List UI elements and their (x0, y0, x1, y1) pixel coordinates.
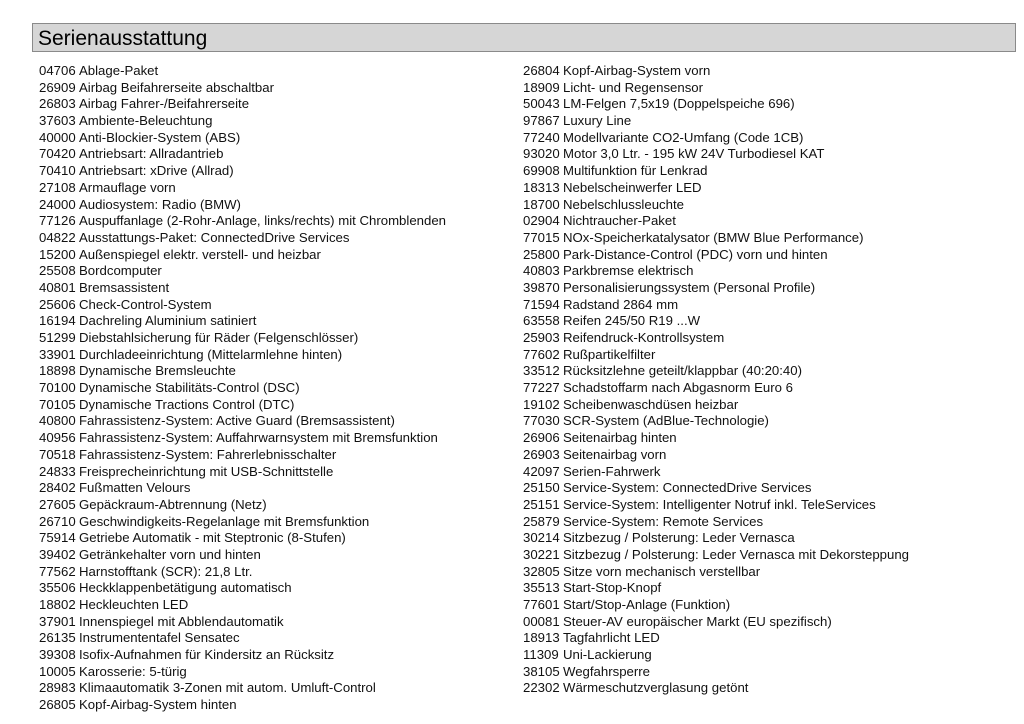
equipment-item (523, 597, 1018, 614)
equipment-item (523, 614, 1018, 631)
equipment-code: 32805 (523, 563, 560, 579)
equipment-code: 26804 (523, 63, 560, 78)
equipment-code: 18313 (523, 179, 560, 195)
equipment-code: 40000 (39, 129, 76, 145)
equipment-code: 69908 (523, 163, 560, 179)
equipment-item (39, 230, 509, 247)
equipment-label: Sitzbezug / Polsterung: Leder Vernasca mit Dekorsteppung (563, 546, 910, 562)
equipment-item (523, 447, 1018, 464)
equipment-code: 40801 (39, 279, 76, 295)
equipment-item (523, 464, 1018, 481)
equipment-label: Wegfahrsperre (563, 663, 650, 679)
equipment-code: 26903 (523, 446, 560, 462)
equipment-code: 26906 (523, 430, 560, 446)
equipment-code: 02904 (523, 213, 560, 229)
equipment-item (523, 63, 1018, 80)
equipment-label: Nebelscheinwerfer LED (563, 179, 702, 195)
equipment-label: Modellvariante CO2-Umfang (Code 1CB) (563, 129, 804, 145)
equipment-item (523, 363, 1018, 380)
equipment-label: Wärmeschutzverglasung getönt (563, 680, 749, 696)
equipment-item (39, 664, 509, 681)
equipment-item (39, 447, 509, 464)
equipment-code: 26710 (39, 513, 76, 529)
equipment-item (39, 597, 509, 614)
equipment-code: 24833 (39, 463, 76, 479)
equipment-item (39, 697, 509, 714)
equipment-code: 19102 (523, 396, 560, 412)
equipment-item (39, 347, 509, 364)
equipment-item (39, 63, 509, 80)
equipment-item (523, 297, 1018, 314)
equipment-code: 70420 (39, 146, 76, 162)
equipment-label: Sitzbezug / Polsterung: Leder Vernasca (563, 530, 795, 546)
equipment-item (39, 413, 509, 430)
equipment-code: 24000 (39, 196, 76, 212)
equipment-item (523, 547, 1018, 564)
equipment-code: 18909 (523, 79, 560, 95)
equipment-label: Innenspiegel mit Abblendautomatik (79, 613, 284, 629)
equipment-code: 30221 (523, 546, 560, 562)
equipment-code: 40803 (523, 263, 560, 279)
equipment-label: Kopf-Airbag-System hinten (79, 697, 237, 713)
equipment-item (39, 547, 509, 564)
equipment-label: Licht- und Regensensor (563, 79, 704, 95)
equipment-label: Radstand 2864 mm (563, 296, 679, 312)
equipment-code: 00081 (523, 613, 560, 629)
equipment-code: 25508 (39, 263, 76, 279)
equipment-code: 25800 (523, 246, 560, 262)
equipment-code: 18913 (523, 630, 560, 646)
equipment-code: 26909 (39, 79, 76, 95)
equipment-item (39, 564, 509, 581)
equipment-label: Motor 3,0 Ltr. - 195 kW 24V Turbodiesel KAT (563, 146, 825, 162)
equipment-label: Dynamische Bremsleuchte (79, 363, 236, 379)
equipment-label: Scheibenwaschdüsen heizbar (563, 396, 739, 412)
equipment-label: Luxury Line (563, 113, 632, 129)
equipment-label: Dynamische Tractions Control (DTC) (79, 396, 295, 412)
equipment-item (523, 197, 1018, 214)
equipment-label: Reifendruck-Kontrollsystem (563, 330, 725, 345)
equipment-code: 77015 (523, 229, 560, 245)
equipment-label: Ambiente-Beleuchtung (79, 113, 213, 129)
equipment-label: Service-System: ConnectedDrive Services (563, 480, 812, 496)
equipment-item (523, 497, 1018, 514)
equipment-item (523, 163, 1018, 180)
equipment-item (523, 113, 1018, 130)
equipment-code: 70100 (39, 380, 76, 396)
equipment-label: Anti-Blockier-System (ABS) (79, 129, 241, 145)
equipment-label: Geschwindigkeits-Regelanlage mit Bremsfunktion (79, 513, 370, 529)
equipment-item (523, 130, 1018, 147)
equipment-label: Gepäckraum-Abtrennung (Netz) (79, 496, 267, 512)
equipment-item (523, 230, 1018, 247)
equipment-label: Bordcomputer (79, 263, 162, 279)
equipment-item (39, 580, 509, 597)
equipment-code: 63558 (523, 313, 560, 329)
equipment-label: Check-Control-System (79, 296, 212, 312)
equipment-label: Rußpartikelfilter (563, 346, 656, 362)
equipment-code: 39308 (39, 647, 76, 663)
equipment-item (523, 514, 1018, 531)
equipment-item (39, 297, 509, 314)
equipment-code: 35506 (39, 580, 76, 596)
equipment-label: Dachreling Aluminium satiniert (79, 313, 257, 329)
equipment-code: 77240 (523, 129, 560, 145)
equipment-label: Fußmatten Velours (79, 480, 191, 496)
equipment-item (523, 380, 1018, 397)
equipment-code: 26805 (39, 697, 76, 713)
equipment-item (523, 263, 1018, 280)
equipment-code: 28983 (39, 680, 76, 696)
equipment-label: Fahrassistenz-System: Fahrerlebnisschalter (79, 446, 337, 462)
equipment-item (523, 480, 1018, 497)
equipment-item (523, 630, 1018, 647)
equipment-code: 16194 (39, 313, 76, 329)
equipment-item (523, 80, 1018, 97)
equipment-item (39, 514, 509, 531)
equipment-item (523, 397, 1018, 414)
equipment-item (39, 464, 509, 481)
equipment-item (523, 313, 1018, 330)
equipment-label: Multifunktion für Lenkrad (563, 163, 708, 179)
equipment-label: Airbag Beifahrerseite abschaltbar (79, 79, 274, 95)
equipment-label: Antriebsart: xDrive (Allrad) (79, 163, 234, 179)
equipment-item (39, 247, 509, 264)
equipment-code: 25879 (523, 513, 560, 529)
equipment-item (523, 530, 1018, 547)
equipment-item (39, 130, 509, 147)
equipment-label: Parkbremse elektrisch (563, 263, 694, 279)
equipment-label: LM-Felgen 7,5x19 (Doppelspeiche 696) (563, 96, 795, 112)
equipment-code: 75914 (39, 530, 76, 546)
equipment-label: Nebelschlussleuchte (563, 196, 684, 212)
equipment-code: 40800 (39, 413, 76, 429)
equipment-item (39, 680, 509, 697)
equipment-label: Rücksitzlehne geteilt/klappbar (40:20:40) (563, 363, 802, 379)
equipment-item (39, 497, 509, 514)
equipment-list-right (523, 63, 1018, 697)
equipment-item (39, 213, 509, 230)
equipment-label: NOx-Speicherkatalysator (BMW Blue Performance) (563, 229, 864, 245)
equipment-code: 38105 (523, 663, 560, 679)
equipment-item (39, 197, 509, 214)
equipment-code: 39402 (39, 546, 76, 562)
equipment-code: 18802 (39, 597, 76, 612)
equipment-item (523, 280, 1018, 297)
equipment-item (39, 330, 509, 347)
equipment-code: 77126 (39, 213, 76, 229)
equipment-code: 18898 (39, 363, 76, 379)
equipment-label: SCR-System (AdBlue-Technologie) (563, 413, 769, 429)
equipment-code: 04822 (39, 229, 76, 245)
equipment-label: Tagfahrlicht LED (563, 630, 660, 646)
equipment-item (39, 80, 509, 97)
equipment-item (523, 580, 1018, 597)
equipment-label: Armauflage vorn (79, 179, 176, 195)
equipment-label: Serien-Fahrwerk (563, 463, 661, 479)
equipment-label: Seitenairbag vorn (563, 446, 667, 462)
equipment-label: Diebstahlsicherung für Räder (Felgenschlösser) (79, 330, 359, 345)
equipment-label: Freisprecheinrichtung mit USB-Schnittstelle (79, 463, 334, 479)
equipment-item (39, 313, 509, 330)
equipment-code: 40956 (39, 430, 76, 446)
equipment-code: 15200 (39, 246, 76, 262)
equipment-label: Dynamische Stabilitäts-Control (DSC) (79, 380, 300, 396)
equipment-label: Klimaautomatik 3-Zonen mit autom. Umluft-Control (79, 680, 376, 696)
equipment-item (39, 180, 509, 197)
equipment-label: Reifen 245/50 R19 ...W (563, 313, 701, 329)
equipment-item (523, 180, 1018, 197)
equipment-code: 25606 (39, 296, 76, 312)
equipment-label: Start/Stop-Anlage (Funktion) (563, 597, 731, 612)
equipment-label: Fahrassistenz-System: Active Guard (Bremsassistent) (79, 413, 395, 429)
equipment-item (39, 530, 509, 547)
equipment-code: 97867 (523, 113, 560, 129)
equipment-code: 70410 (39, 163, 76, 179)
equipment-item (39, 113, 509, 130)
equipment-item (523, 564, 1018, 581)
equipment-item (523, 347, 1018, 364)
equipment-code: 77562 (39, 563, 76, 579)
equipment-label: Start-Stop-Knopf (563, 580, 662, 596)
equipment-code: 27108 (39, 179, 76, 195)
equipment-label: Auspuffanlage (2-Rohr-Anlage, links/rechts) mit Chromblenden (79, 213, 446, 229)
equipment-code: 25151 (523, 496, 560, 512)
equipment-label: Karosserie: 5-türig (79, 663, 187, 679)
equipment-label: Kopf-Airbag-System vorn (563, 63, 711, 78)
section-header (32, 23, 1016, 52)
section-title: Serienausstattung (38, 27, 208, 50)
equipment-code: 77227 (523, 380, 560, 396)
equipment-code: 04706 (39, 63, 76, 78)
equipment-code: 33512 (523, 363, 560, 379)
equipment-label: Außenspiegel elektr. verstell- und heizbar (79, 246, 321, 262)
equipment-label: Heckklappenbetätigung automatisch (79, 580, 292, 596)
equipment-code: 70105 (39, 396, 76, 412)
equipment-label: Ausstattungs-Paket: ConnectedDrive Services (79, 229, 350, 245)
equipment-code: 35513 (523, 580, 560, 596)
equipment-item (39, 280, 509, 297)
equipment-item (39, 647, 509, 664)
equipment-label: Personalisierungssystem (Personal Profile) (563, 279, 816, 295)
equipment-label: Airbag Fahrer-/Beifahrerseite (79, 96, 250, 112)
equipment-item (39, 380, 509, 397)
equipment-label: Antriebsart: Allradantrieb (79, 146, 224, 162)
equipment-label: Getriebe Automatik - mit Steptronic (8-Stufen) (79, 530, 346, 546)
equipment-code: 11309 (523, 647, 559, 663)
equipment-item (39, 614, 509, 631)
equipment-item (523, 647, 1018, 664)
equipment-item (39, 146, 509, 163)
equipment-code: 77602 (523, 346, 560, 362)
equipment-item (523, 213, 1018, 230)
equipment-label: Nichtraucher-Paket (563, 213, 676, 229)
equipment-code: 42097 (523, 463, 560, 479)
equipment-code: 70518 (39, 446, 76, 462)
equipment-code: 28402 (39, 480, 76, 496)
equipment-item (523, 413, 1018, 430)
equipment-code: 25903 (523, 330, 560, 345)
equipment-label: Seitenairbag hinten (563, 430, 677, 446)
equipment-label: Park-Distance-Control (PDC) vorn und hinten (563, 246, 828, 262)
equipment-code: 77030 (523, 413, 560, 429)
equipment-code: 26803 (39, 96, 76, 112)
equipment-item (39, 263, 509, 280)
equipment-label: Durchladeeinrichtung (Mittelarmlehne hinten) (79, 346, 343, 362)
equipment-code: 25150 (523, 480, 560, 496)
equipment-code: 10005 (39, 663, 76, 679)
equipment-label: Steuer-AV europäischer Markt (EU spezifisch) (563, 613, 832, 629)
equipment-code: 71594 (523, 296, 560, 312)
equipment-code: 77601 (523, 597, 560, 612)
equipment-label: Uni-Lackierung (563, 647, 652, 663)
equipment-label: Audiosystem: Radio (BMW) (79, 196, 241, 212)
equipment-code: 30214 (523, 530, 560, 546)
equipment-label: Harnstofftank (SCR): 21,8 Ltr. (79, 563, 253, 579)
equipment-code: 18700 (523, 196, 560, 212)
equipment-label: Heckleuchten LED (79, 597, 189, 612)
equipment-item (523, 680, 1018, 697)
equipment-code: 39870 (523, 279, 560, 295)
equipment-code: 26135 (39, 630, 76, 646)
equipment-label: Ablage-Paket (79, 63, 159, 78)
equipment-item (523, 430, 1018, 447)
equipment-label: Schadstoffarm nach Abgasnorm Euro 6 (563, 380, 793, 396)
equipment-item (39, 480, 509, 497)
equipment-label: Isofix-Aufnahmen für Kindersitz an Rücksitz (79, 647, 335, 663)
equipment-code: 51299 (39, 330, 76, 345)
equipment-label: Instrumententafel Sensatec (79, 630, 240, 646)
equipment-code: 27605 (39, 496, 76, 512)
equipment-list-left (39, 63, 509, 714)
equipment-code: 22302 (523, 680, 560, 696)
equipment-item (523, 146, 1018, 163)
equipment-label: Service-System: Remote Services (563, 513, 764, 529)
equipment-code: 93020 (523, 146, 560, 162)
equipment-item (39, 163, 509, 180)
equipment-code: 50043 (523, 96, 560, 112)
equipment-label: Service-System: Intelligenter Notruf inkl. TeleServices (563, 496, 876, 512)
equipment-item (39, 430, 509, 447)
equipment-code: 37901 (39, 613, 76, 629)
equipment-item (523, 96, 1018, 113)
equipment-code: 33901 (39, 346, 76, 362)
equipment-item (523, 330, 1018, 347)
equipment-label: Getränkehalter vorn und hinten (79, 546, 261, 562)
equipment-code: 37603 (39, 113, 76, 129)
equipment-label: Sitze vorn mechanisch verstellbar (563, 563, 761, 579)
equipment-item (39, 397, 509, 414)
equipment-item (523, 247, 1018, 264)
equipment-item (39, 363, 509, 380)
equipment-label: Fahrassistenz-System: Auffahrwarnsystem mit Bremsfunktion (79, 430, 438, 446)
equipment-label: Bremsassistent (79, 279, 170, 295)
equipment-item (39, 96, 509, 113)
equipment-item (39, 630, 509, 647)
equipment-item (523, 664, 1018, 681)
